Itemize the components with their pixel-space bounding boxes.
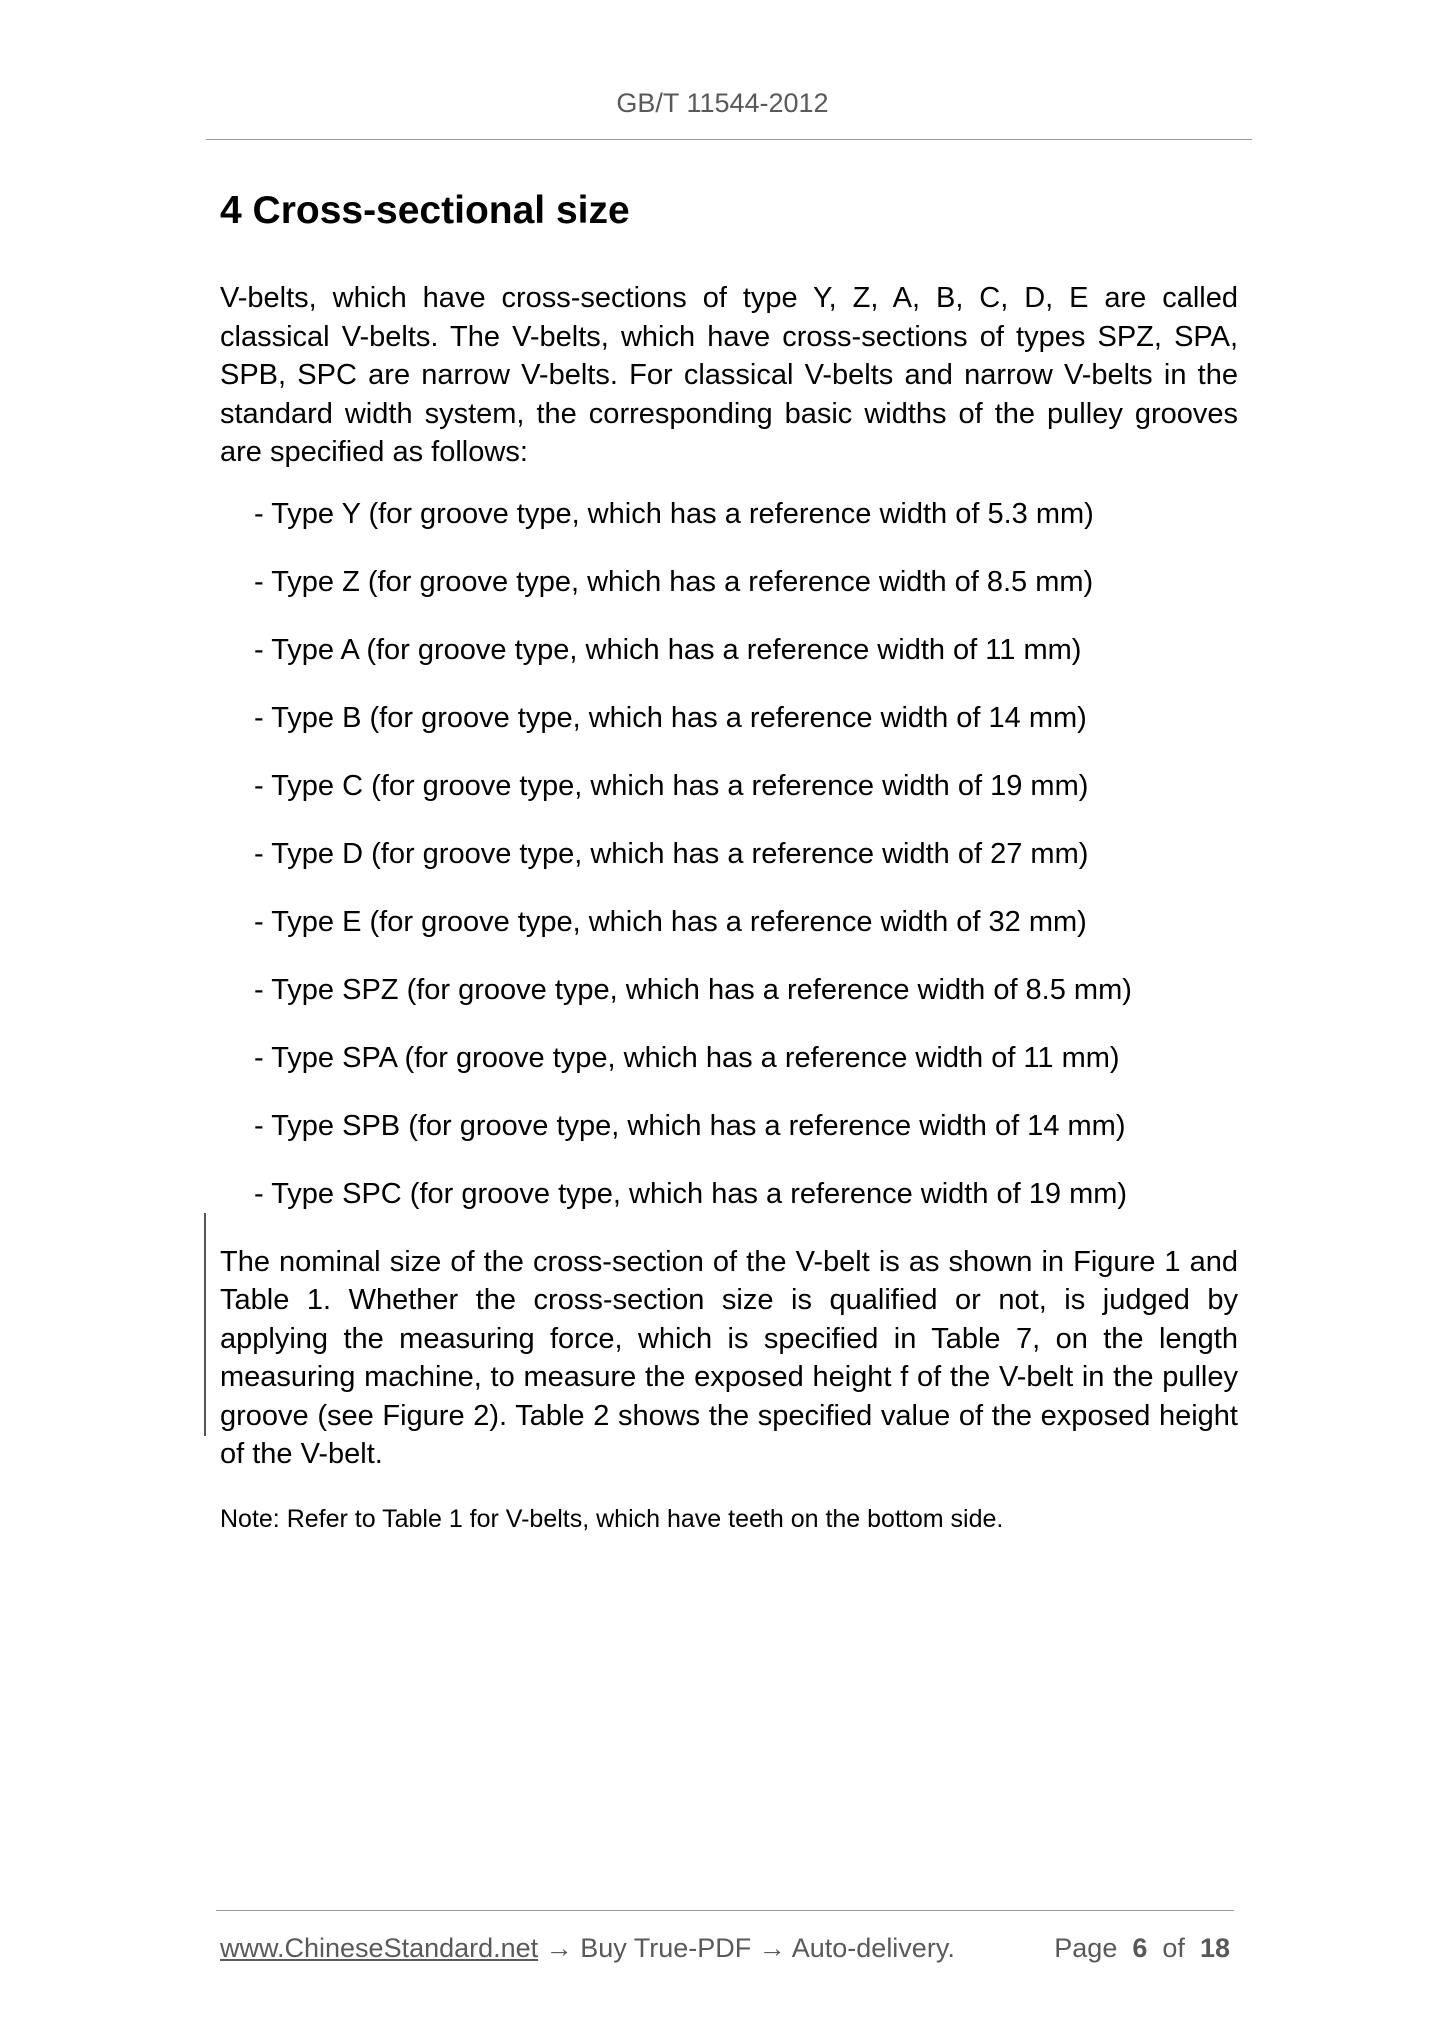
of-label: of — [1162, 1933, 1185, 1963]
page-content — [220, 184, 1238, 1561]
list-item: - Type SPA (for groove type, which has a reference width of 11 mm) — [254, 1041, 1120, 1074]
list-item: - Type Y (for groove type, which has a reference width of 5.3 mm) — [254, 497, 1094, 530]
note-paragraph: Note: Refer to Table 1 for V-belts, which have teeth on the bottom side. — [220, 1504, 1004, 1533]
list-item: - Type Z (for groove type, which has a reference width of 8.5 mm) — [254, 565, 1094, 598]
document-id-header: GB/T 11544-2012 — [616, 88, 829, 118]
header-divider — [206, 139, 1252, 140]
page-footer — [220, 1933, 1230, 1964]
list-item: - Type C (for groove type, which has a reference width of 19 mm) — [254, 769, 1089, 802]
section-title: 4 Cross-sectional size — [220, 189, 630, 232]
list-item: - Type E (for groove type, which has a reference width of 32 mm) — [254, 905, 1087, 938]
website-link[interactable]: www.ChineseStandard.net — [220, 1933, 539, 1963]
list-item: - Type SPB (for groove type, which has a reference width of 14 mm) — [254, 1109, 1126, 1142]
intro-paragraph: V-belts, which have cross-sections of type Y, Z, A, B, C, D, E are called classical V-belts. The V-belts, which have cross-sections of types SPZ, SPA, SPB, SPC are narrow V-belts. For classical V-belts and narrow V-belts in the standard width system, the corresponding basic widths of the pulley grooves are specified as follows: — [220, 282, 1238, 468]
total-page-count: 18 — [1199, 1933, 1230, 1963]
nominal-size-paragraph: The nominal size of the cross-section of the V-belt is as shown in Figure 1 and Table 1. Whether the cross-section size is qualified or not, is judged by applying the measuring force, which is specified in Table 7, on the length measuring machine, to measure the exposed height f of the V-belt in the pulley groove (see Figure 2). Table 2 shows the specified value of the exposed height of the V-belt. — [220, 1245, 1238, 1470]
list-item: - Type B (for groove type, which has a reference width of 14 mm) — [254, 701, 1087, 734]
revision-change-bar — [204, 1213, 206, 1436]
list-item: - Type SPC (for groove type, which has a reference width of 19 mm) — [254, 1177, 1128, 1210]
groove-type-list — [220, 495, 1238, 1214]
footer-tagline: → Buy True-PDF → Auto-delivery. — [538, 1933, 955, 1963]
page-label: Page — [1054, 1933, 1118, 1963]
page-indicator — [1054, 1933, 1230, 1964]
list-item: - Type D (for groove type, which has a reference width of 27 mm) — [254, 837, 1089, 870]
list-item: - Type A (for groove type, which has a reference width of 11 mm) — [254, 633, 1082, 666]
current-page-number: 6 — [1132, 1933, 1148, 1963]
footer-promo — [220, 1933, 955, 1963]
list-item: - Type SPZ (for groove type, which has a reference width of 8.5 mm) — [254, 973, 1132, 1006]
footer-divider — [216, 1910, 1234, 1911]
